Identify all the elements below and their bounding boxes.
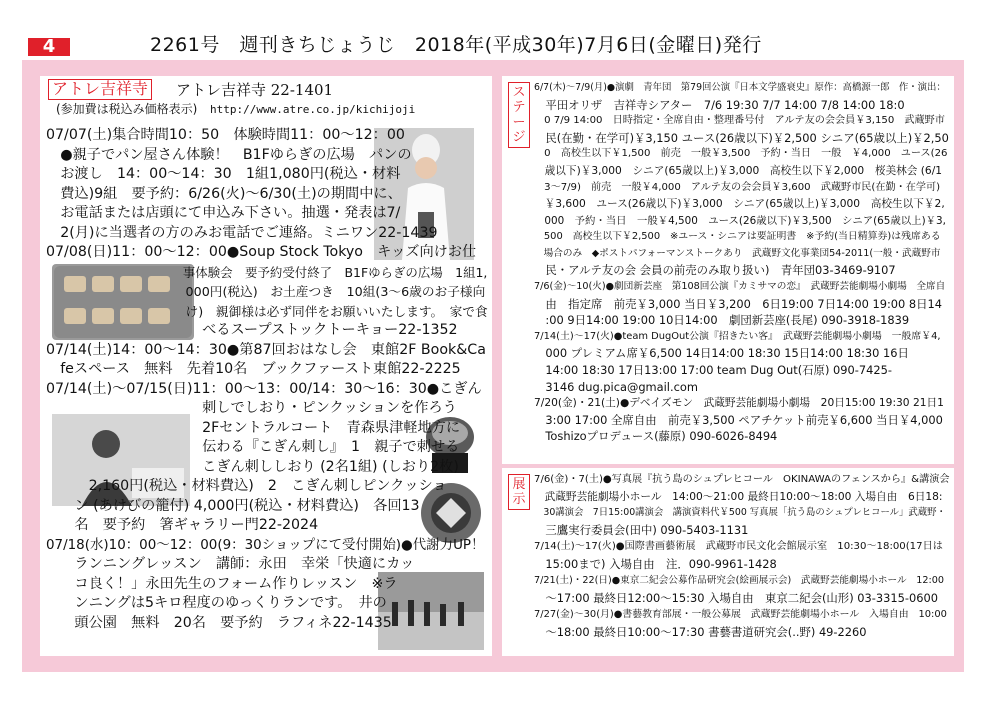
- issue-line: 2261号 週刊きちじょうじ 2018年(平成30年)7月6日(金曜日)発行: [150, 34, 762, 56]
- atre-line: ン (あけびの籠付) 4,000円(税込・材料費込) 各回13: [46, 498, 420, 514]
- exhibition-line: 7/6(金)・7(土)●写真展『抗う島のシュプレヒコール OKINAWAのフェンスから』&講演会: [534, 474, 950, 485]
- atre-line: 2,160円(税込・材料費込) 2 こぎん刺しピンクッショ: [46, 478, 447, 494]
- atre-line: 2(月)に当選者の方のみお電話でご連絡。ミニワン22-1439: [46, 225, 438, 241]
- atre-line: 07/08(日)11：00～12：00●Soup Stock Tokyo キッズ向けお仕: [46, 244, 477, 260]
- stage-line: 3～7/9) 前売 一般￥4,000 アルテ友の会会員￥3,600 武蔵野市民(在勤・在学可): [534, 182, 941, 193]
- atre-line: ●親子でパン屋さん体験！ B1Fゆらぎの広場 パンの: [46, 147, 412, 163]
- exhibition-line: 三鷹実行委員会(田中) 090-5403-1131: [534, 523, 749, 537]
- atre-line: コ良く！」永田先生のフォーム作りレッスン ※ラ: [46, 576, 398, 592]
- stage-line: 平田オリザ 吉祥寺シアター 7/6 19:30 7/7 14:00 7/8 14:00 18:0: [534, 98, 905, 112]
- atre-line: 07/14(土)14：00～14：30●第87回おはなし会 東館2F Book&Ca: [46, 342, 486, 358]
- atre-line: こぎん刺ししおり (2名1組) (しおり2枚): [46, 459, 459, 475]
- atre-line: 2Fセントラルコート 青森県津軽地方に: [46, 420, 461, 436]
- stage-line: 000 予約・当日 一般￥4,500 ユース(26歳以下)￥3,500 シニア(65歳以上)￥3,: [534, 215, 946, 227]
- atre-line: 07/18(水)10：00～12：00(9：30ショップにて受付開始)●代謝力UP！: [46, 538, 485, 553]
- stage-line: 7/6(金)～10(火)●劇団新芸座 第108回公演『カミサマの恋』 武蔵野芸能劇場小劇場 全席自: [534, 281, 946, 292]
- atre-line: け) 親御様は必ず同伴をお願いいたします。 家で食: [46, 304, 488, 319]
- atre-line: 刺しでしおり・ピンクッションを作ろう: [46, 400, 457, 416]
- stage-line: 場合のみ ◆ポストパフォーマンストークあり 武蔵野文化事業団54-2011(一般・武蔵野市: [534, 248, 941, 259]
- stage-line: 000 プレミアム席￥6,500 14日14:00 18:30 15日14:00 18:30 16日: [534, 346, 909, 360]
- stage-line: 500 高校生以下￥2,500 ※ユース・シニアは要証明書 ※予約(当日精算券)は残席ある: [534, 231, 941, 242]
- stage-line: 0 7/9 14:00 日時指定・全席自由・整理番号付 アルテ友の会会員￥3,150 武蔵野市: [534, 115, 945, 126]
- stage-line: 3146 dug.pica@gmail.com: [534, 380, 698, 394]
- stage-line: 7/20(金)・21(土)●デベイズモン 武蔵野芸能劇場小劇場 20日15:00 19:30 21日1: [534, 396, 944, 409]
- exhibition-label: 展 示: [508, 474, 530, 510]
- atre-line: 000円(税込) お土産つき 10組(3～6歳のお子様向: [46, 284, 486, 299]
- stage-line: ￥3,600 ユース(26歳以下)￥3,000 シニア(65歳以上)￥3,000 高校生以下￥2,: [534, 197, 945, 210]
- atre-line: お渡し 14：00～14：30 1組1,080円(税込・材料: [46, 166, 401, 182]
- stage-panel: [502, 76, 954, 464]
- stage-line: 3:00 17:00 全席自由 前売￥3,500 ペアチケット前売￥6,600 当日￥4,000: [534, 413, 943, 427]
- atre-line: ンニングは5キロ程度のゆっくりランです。 井の: [46, 595, 387, 611]
- atre-line: 伝わる『こぎん刺し』 1 親子で刺せる: [46, 439, 460, 455]
- exhibition-line: ～18:00 最終日10:00～17:30 書藝書道研究会(..野) 49-2260: [534, 625, 867, 639]
- exhibition-line: 武蔵野芸能劇場小ホール 14:00～21:00 最終日10:00～18:00 入場自由 6日18:: [534, 490, 943, 503]
- exhibition-panel: [502, 468, 954, 656]
- atre-price-note: (参加費は税込み価格表示): [56, 102, 198, 116]
- atre-url: http://www.atre.co.jp/kichijoji: [210, 103, 416, 116]
- page-number: 4: [28, 38, 70, 56]
- atre-line: べるスープストックトーキョー22-1352: [46, 322, 458, 338]
- atre-line: 07/07(土)集合時間10：50 体験時間11：00～12：00: [46, 127, 405, 143]
- stage-line: 民(在勤・在学可)￥3,150 ユース(26歳以下)￥2,500 シニア(65歳以上)￥2,50: [534, 131, 949, 145]
- atre-line: お電話または店頭にて申込み下さい。抽選・発表は7/: [46, 205, 401, 221]
- exhibition-line: 7/14(土)～17(火)●国際書画藝術展 武蔵野市民文化会館展示室 10:30～18:00(17日は: [534, 541, 943, 552]
- stage-line: 由 指定席 前売￥3,000 当日￥3,200 6日19:00 7日14:00 19:00 8日14: [534, 297, 943, 311]
- atre-panel: [40, 76, 492, 656]
- exhibition-line: 30講演会 7日15:00講演会 講演資料代￥500 写真展「抗う島のシュプレヒコール」武蔵野・: [534, 507, 946, 518]
- atre-name: アトレ吉祥寺 22-1401: [176, 81, 334, 99]
- stage-line: 7/14(土)～17(火)●team DugOut公演『招きたい客』 武蔵野芸能劇場小劇場 一般席￥4,: [534, 331, 941, 342]
- stage-line: Toshizoプロデュース(藤原) 090-6026-8494: [534, 429, 778, 443]
- atre-logo: アトレ吉祥寺: [48, 79, 152, 100]
- atre-line: 名 要予約 箸ギャラリー門22-2024: [46, 517, 319, 533]
- exhibition-line: 7/21(土)・22(日)●東京二紀会公募作品研究会(絵画展示会) 武蔵野芸能劇場小ホール 12:00: [534, 575, 944, 586]
- stage-line: 民・アルテ友の会 会員の前売のみ取り扱い) 青年団03-3469-9107: [534, 263, 896, 277]
- exhibition-line: 7/27(金)～30(月)●書藝教育部展・一般公募展 武蔵野芸能劇場小ホール 入場自由 10:00: [534, 609, 947, 620]
- stage-line: :00 9日14:00 19:00 10日14:00 劇団新芸座(長尾) 090-3918-1839: [534, 313, 910, 327]
- atre-line: 費込)9組 要予約：6/26(火)～6/30(土)の期間中に、: [46, 186, 402, 202]
- stage-line: 0 高校生以下￥1,500 前売 一般￥3,500 予約・当日 一般 ￥4,000 ユース(26: [534, 148, 948, 159]
- atre-line: 頭公園 無料 20名 要予約 ラフィネ22-1435: [46, 615, 392, 631]
- exhibition-line: ～17:00 最終日12:00～15:30 入場自由 東京二紀会(山形) 03-3315-0600: [534, 591, 938, 605]
- page-header: [0, 0, 992, 60]
- stage-line: 14:00 18:30 17日13:00 17:00 team Dug Out(石原) 090-7425-: [534, 363, 892, 377]
- stage-label: ス テ ー ジ: [508, 82, 530, 148]
- stage-line: 6/7(木)～7/9(月)●演劇 青年団 第79回公演『日本文学盛衰史』原作：高橋源一郎 作・演出：: [534, 82, 946, 93]
- atre-line: 07/14(土)～07/15(日)11：00～13：00/14：30～16：30●こぎん: [46, 381, 482, 397]
- exhibition-line: 15:00まで) 入場自由 注．090-9961-1428: [534, 557, 777, 571]
- atre-line: ランニングレッスン 講師：永田 幸栄「快適にカッ: [46, 556, 415, 572]
- stage-line: 歳以下)￥3,000 シニア(65歳以上)￥3,000 高校生以下￥2,000 桜美林会 (6/1: [534, 164, 943, 177]
- atre-line: 事体験会 要予約受付終了 B1Fゆらぎの広場 1組1,: [46, 265, 488, 280]
- atre-line: feスペース 無料 先着10名 ブックファースト東館22-2225: [46, 361, 461, 377]
